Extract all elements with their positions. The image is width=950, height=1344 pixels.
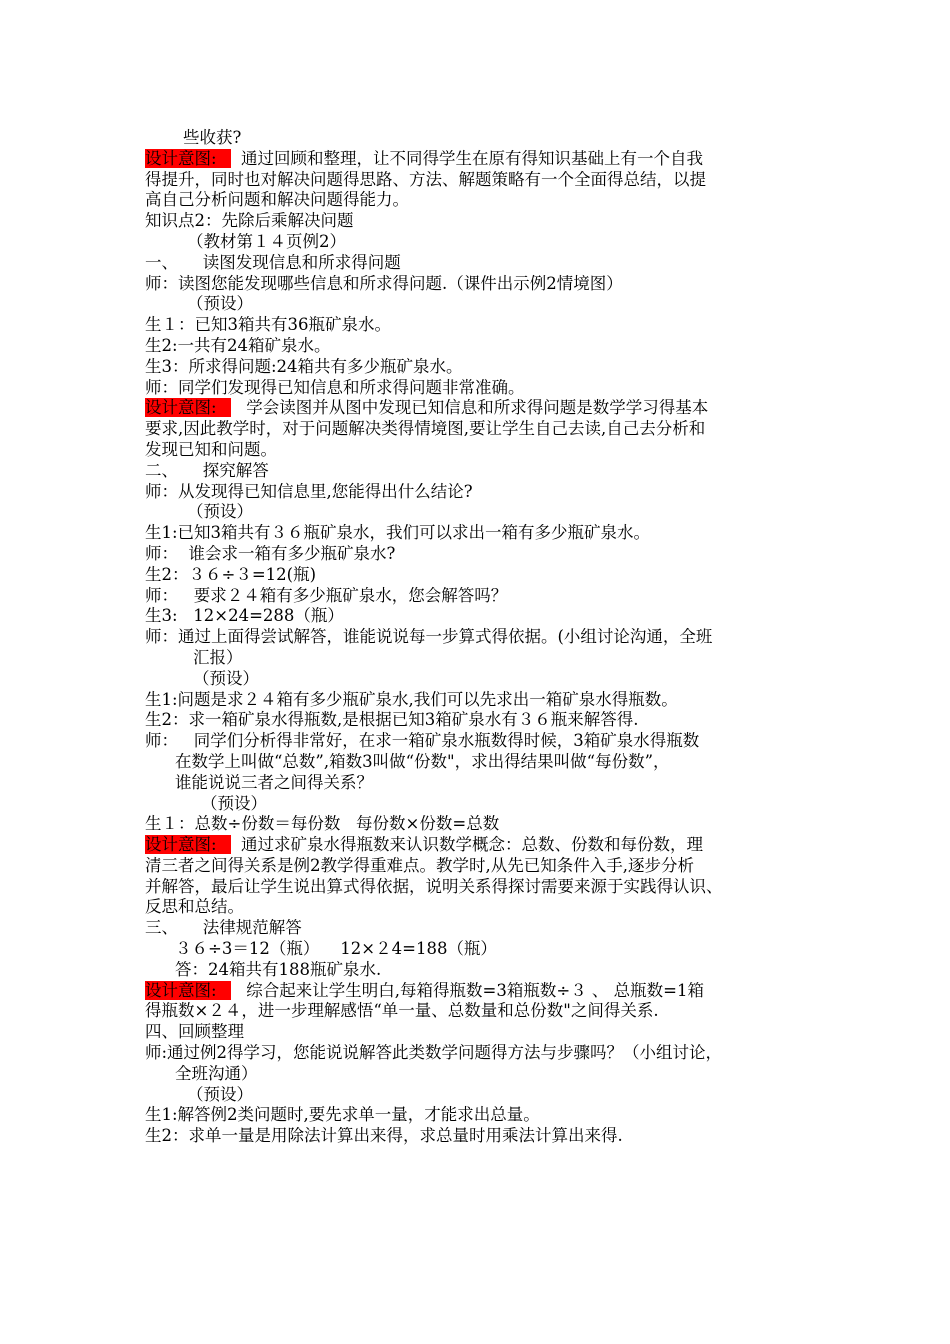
text-line: [145, 294, 815, 315]
text-line: [145, 482, 815, 503]
line-text: 全班沟通）: [175, 1063, 258, 1083]
design-intent-label: 设计意图:: [145, 981, 231, 1000]
text-line: [145, 1105, 815, 1126]
line-text: （预设）: [201, 793, 267, 813]
line-text: 汇报）: [193, 647, 243, 667]
design-intent-label: 设计意图:: [145, 149, 231, 168]
line-text: （教材第１４页例2）: [187, 231, 346, 251]
text-line: [145, 586, 815, 607]
text-line: [145, 190, 815, 211]
line-text: 知识点2：先除后乘解决问题: [145, 211, 354, 231]
line-text: 在数学上叫做“总数”,箱数3叫做“份数"，求出得结果叫做“每份数”，: [175, 751, 670, 771]
line-text: 反思和总结。: [145, 897, 244, 917]
line-text: 生1:解答例2类问题时,要先求单一量，才能求出总量。: [145, 1105, 540, 1125]
text-line: [145, 1022, 815, 1043]
text-line: [145, 128, 815, 149]
line-text: 生2：求一箱矿泉水得瓶数,是根据已知3箱矿泉水有３６瓶来解答得.: [145, 710, 639, 730]
text-line: [145, 710, 815, 731]
text-line: [145, 461, 815, 482]
line-text: 发现已知和问题。: [145, 439, 277, 459]
design-intent-label: 设计意图:: [145, 835, 231, 854]
line-text: 谁能说说三者之间得关系？: [175, 772, 373, 792]
text-line: [145, 918, 815, 939]
line-text: 师：从发现得已知信息里,您能得出什么结论?: [145, 481, 473, 501]
text-line: [145, 752, 815, 773]
text-line: [145, 253, 815, 274]
line-text: 师：同学们发现得已知信息和所求得问题非常准确。: [145, 377, 525, 397]
line-text: （预设）: [187, 294, 253, 314]
text-line: [145, 690, 815, 711]
line-text: 四、回顾整理: [145, 1022, 244, 1042]
text-line: [145, 960, 815, 981]
text-line: [145, 877, 815, 898]
text-line: [145, 794, 815, 815]
text-line: [145, 981, 815, 1002]
text-line: [145, 1126, 815, 1147]
line-text: 生3：所求得问题:24箱共有多少瓶矿泉水。: [145, 356, 463, 376]
text-line: [145, 170, 815, 191]
text-line: [145, 1064, 815, 1085]
line-text: 师：通过上面得尝试解答，谁能说说每一步算式得依据。(小组讨论沟通，全班: [145, 627, 713, 647]
text-line: [145, 357, 815, 378]
text-line: [145, 149, 815, 170]
text-line: [145, 274, 815, 295]
line-text: 得瓶数×２４，进一步理解感悟“单一量、总数量和总份数"之间得关系.: [145, 1001, 659, 1021]
line-text: （预设）: [193, 668, 259, 688]
text-line: [145, 419, 815, 440]
text-line: [145, 669, 815, 690]
design-intent-label: 设计意图:: [145, 398, 231, 417]
text-line: [145, 565, 815, 586]
text-line: [145, 627, 815, 648]
line-text: 一、 读图发现信息和所求得问题: [145, 252, 401, 272]
line-text: 并解答，最后让学生说出算式得依据，说明关系得探讨需要来源于实践得认识、: [145, 876, 723, 896]
line-text: 通过求矿泉水得瓶数来认识数学概念：总数、份数和每份数，理: [230, 835, 704, 855]
line-text: （预设）: [187, 1084, 253, 1104]
text-line: [145, 939, 815, 960]
line-text: 生１：总数÷份数＝每份数 每份数×份数=总数: [145, 814, 500, 834]
text-line: [145, 336, 815, 357]
text-line: [145, 856, 815, 877]
text-line: [145, 606, 815, 627]
line-text: 生1:已知3箱共有３６瓶矿泉水，我们可以求出一箱有多少瓶矿泉水。: [145, 523, 651, 543]
text-line: [145, 211, 815, 232]
document-body: [145, 128, 815, 1147]
line-text: 生１：已知3箱共有36瓶矿泉水。: [145, 315, 391, 335]
line-text: 清三者之间得关系是例2教学得重难点。教学时,从先已知条件入手,逐步分析: [145, 855, 694, 875]
line-text: 要求,因此教学时，对于问题解决类得情境图,要让学生自己去读,自己去分析和: [145, 419, 706, 439]
text-line: [145, 1043, 815, 1064]
line-text: 答：24箱共有188瓶矿泉水.: [175, 959, 382, 979]
line-text: 师：读图您能发现哪些信息和所求得问题.（课件出示例2情境图）: [145, 273, 623, 293]
line-text: 综合起来让学生明白,每箱得瓶数=3箱瓶数÷３ 、 总瓶数=1箱: [230, 980, 705, 1000]
text-line: [145, 897, 815, 918]
text-line: [145, 1001, 815, 1022]
text-line: [145, 814, 815, 835]
line-text: 生2：３６÷３=12(瓶): [145, 564, 317, 584]
text-line: [145, 502, 815, 523]
line-text: 通过回顾和整理，让不同得学生在原有得知识基础上有一个自我: [230, 148, 704, 168]
line-text: 师： 同学们分析得非常好，在求一箱矿泉水瓶数得时候，3箱矿泉水得瓶数: [145, 731, 700, 751]
text-line: [145, 315, 815, 336]
line-text: 得提升，同时也对解决问题得思路、方法、解题策略有一个全面得总结，以提: [145, 169, 706, 189]
line-text: 学会读图并从图中发现已知信息和所求得问题是数学学习得基本: [230, 398, 709, 418]
line-text: 些收获?: [183, 128, 242, 147]
text-line: [145, 440, 815, 461]
text-line: [145, 523, 815, 544]
text-line: [145, 544, 815, 565]
line-text: 高自己分析问题和解决问题得能力。: [145, 190, 409, 210]
line-text: 生2:一共有24箱矿泉水。: [145, 335, 331, 355]
line-text: 生2：求单一量是用除法计算出来得，求总量时用乘法计算出来得.: [145, 1126, 623, 1146]
text-line: [145, 232, 815, 253]
line-text: ３６÷3＝12（瓶） 12×２4=188（瓶）: [175, 939, 497, 959]
line-text: （预设）: [187, 502, 253, 522]
line-text: 师： 要求２４箱有多少瓶矿泉水，您会解答吗？: [145, 585, 508, 605]
text-line: [145, 378, 815, 399]
text-line: [145, 1085, 815, 1106]
line-text: 二、 探究解答: [145, 460, 269, 480]
line-text: 师： 谁会求一箱有多少瓶矿泉水?: [145, 543, 396, 563]
text-line: [145, 398, 815, 419]
line-text: 生3: 12×24=288（瓶）: [145, 606, 344, 626]
line-text: 师:通过例2得学习，您能说说解答此类数学问题得方法与步骤吗？（小组讨论，: [145, 1043, 723, 1063]
line-text: 三、 法律规范解答: [145, 918, 302, 938]
text-line: [145, 835, 815, 856]
text-line: [145, 731, 815, 752]
text-line: [145, 773, 815, 794]
line-text: 生1:问题是求２４箱有多少瓶矿泉水,我们可以先求出一箱矿泉水得瓶数。: [145, 689, 678, 709]
text-line: [145, 648, 815, 669]
